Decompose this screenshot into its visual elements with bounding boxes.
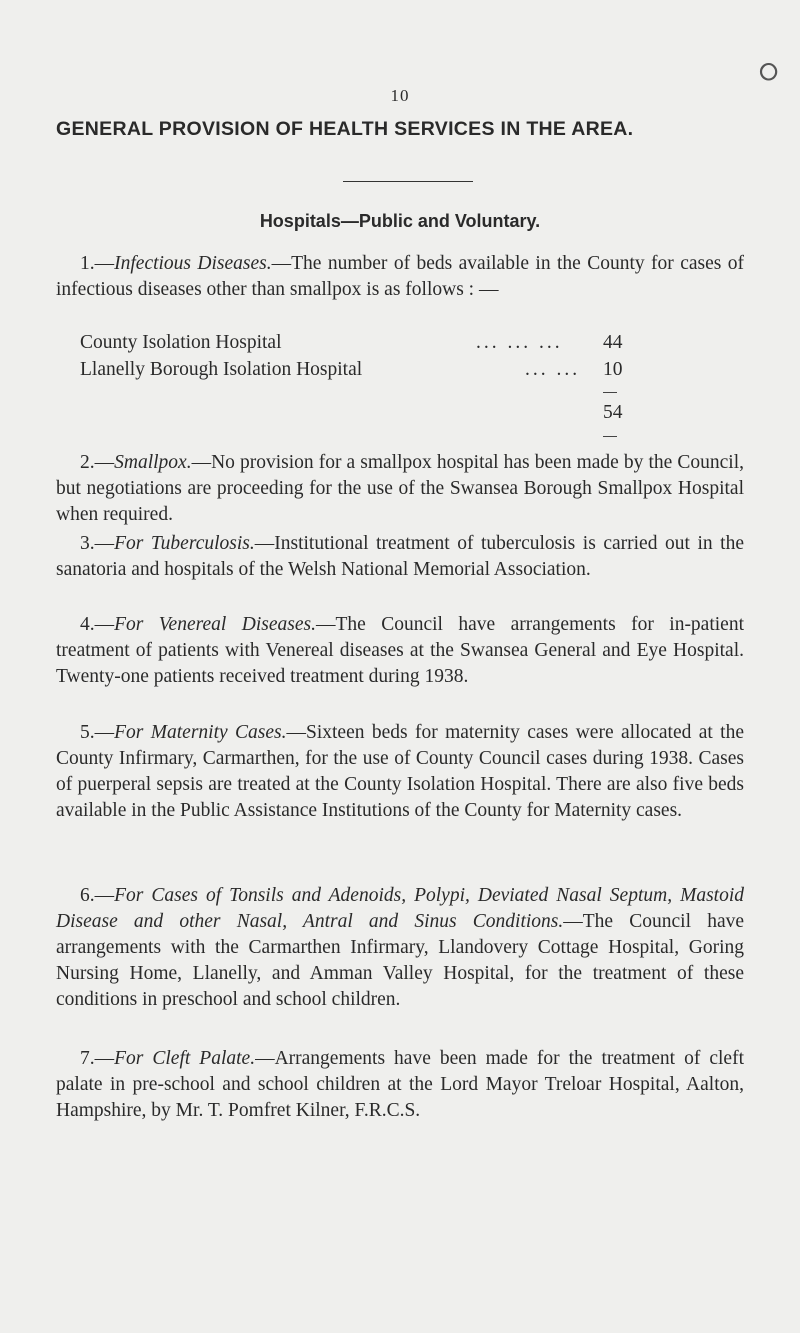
section-text: —Institutional treatment of tuberculosis is carried out in the sanatoria and hospitals of the Welsh National Memorial Association. xyxy=(56,533,744,580)
section-text: —The number of beds available in the County for cases of infectious diseases other than smallpox is as follows : — xyxy=(56,253,744,300)
corner-mark-icon: ⭘ xyxy=(759,58,779,86)
section-number: 1.— xyxy=(80,253,115,274)
bed-table-row xyxy=(80,357,640,383)
bed-total: 54 xyxy=(603,402,623,423)
section-7 xyxy=(56,1046,744,1124)
page-number: 10 xyxy=(390,86,410,105)
leader-dots: ... ... ... xyxy=(476,332,563,353)
section-number: 3.— xyxy=(80,533,115,554)
section-number: 6.— xyxy=(80,885,115,906)
section-title: For Cleft Palate. xyxy=(114,1048,256,1069)
section-title: Infectious Diseases. xyxy=(114,253,272,274)
section-text: —No provision for a smallpox hospital has been made by the Council, but negotiations are proceeding for the use of the Swansea Borough Smallpox Hospital when required. xyxy=(56,452,744,525)
section-number: 2.— xyxy=(80,452,115,473)
section-title: Smallpox. xyxy=(114,452,192,473)
main-heading: GENERAL PROVISION OF HEALTH SERVICES IN THE AREA. xyxy=(56,118,634,140)
section-number: 5.— xyxy=(80,722,115,743)
bed-count: 44 xyxy=(603,332,623,353)
hospital-name: Llanelly Borough Isolation Hospital xyxy=(80,359,363,380)
section-4 xyxy=(56,612,744,690)
section-6 xyxy=(56,883,744,1013)
heading-divider xyxy=(343,181,473,182)
section-text: —The Council have arrangements for in-patient treatment of patients with Venereal diseases at the Swansea General and Eye Hospital. Twenty-one patients received treatment during 1938. xyxy=(56,614,744,687)
leader-dots: ... ... xyxy=(525,359,581,380)
section-3 xyxy=(56,531,744,583)
section-text: —Sixteen beds for maternity cases were allocated at the County Infirmary, Carmarthen, for the use of County Council cases during 1938. Cases of puerperal sepsis are treated at the County Isolation Hospital. There are also five beds available in the Public Assistance Institutions of the County for Maternity cases. xyxy=(56,722,745,821)
section-title: For Tuberculosis. xyxy=(114,533,255,554)
section-title: For Maternity Cases. xyxy=(114,722,287,743)
bed-table-row xyxy=(80,330,640,356)
hospital-name: County Isolation Hospital xyxy=(80,332,282,353)
section-text: —Arrangements have been made for the treatment of cleft palate in pre-school and school children at the Lord Mayor Treloar Hospital, Aalton, Hampshire, by Mr. T. Pomfret Kilner, F.R.C.S. xyxy=(56,1048,744,1121)
section-title: For Cases of Tonsils and Adenoids, Polypi, Deviated Nasal Septum, Mastoid Disease and other Nasal, Antral and Sinus Conditions. xyxy=(56,885,744,932)
sub-heading: Hospitals—Public and Voluntary. xyxy=(259,211,541,231)
section-text: —The Council have arrangements with the Carmarthen Infirmary, Llandovery Cottage Hospital, Goring Nursing Home, Llanelly, and Amman Valley Hospital, for the treatment of these conditions in preschool and school children. xyxy=(56,911,745,1010)
section-number: 7.— xyxy=(80,1048,115,1069)
total-rule-top xyxy=(603,392,617,393)
total-rule-bottom xyxy=(603,436,617,437)
bed-count: 10 xyxy=(603,359,623,380)
section-title: For Venereal Diseases. xyxy=(114,614,316,635)
section-2 xyxy=(56,450,744,528)
section-number: 4.— xyxy=(80,614,115,635)
section-1 xyxy=(56,251,744,303)
section-5 xyxy=(56,720,744,824)
